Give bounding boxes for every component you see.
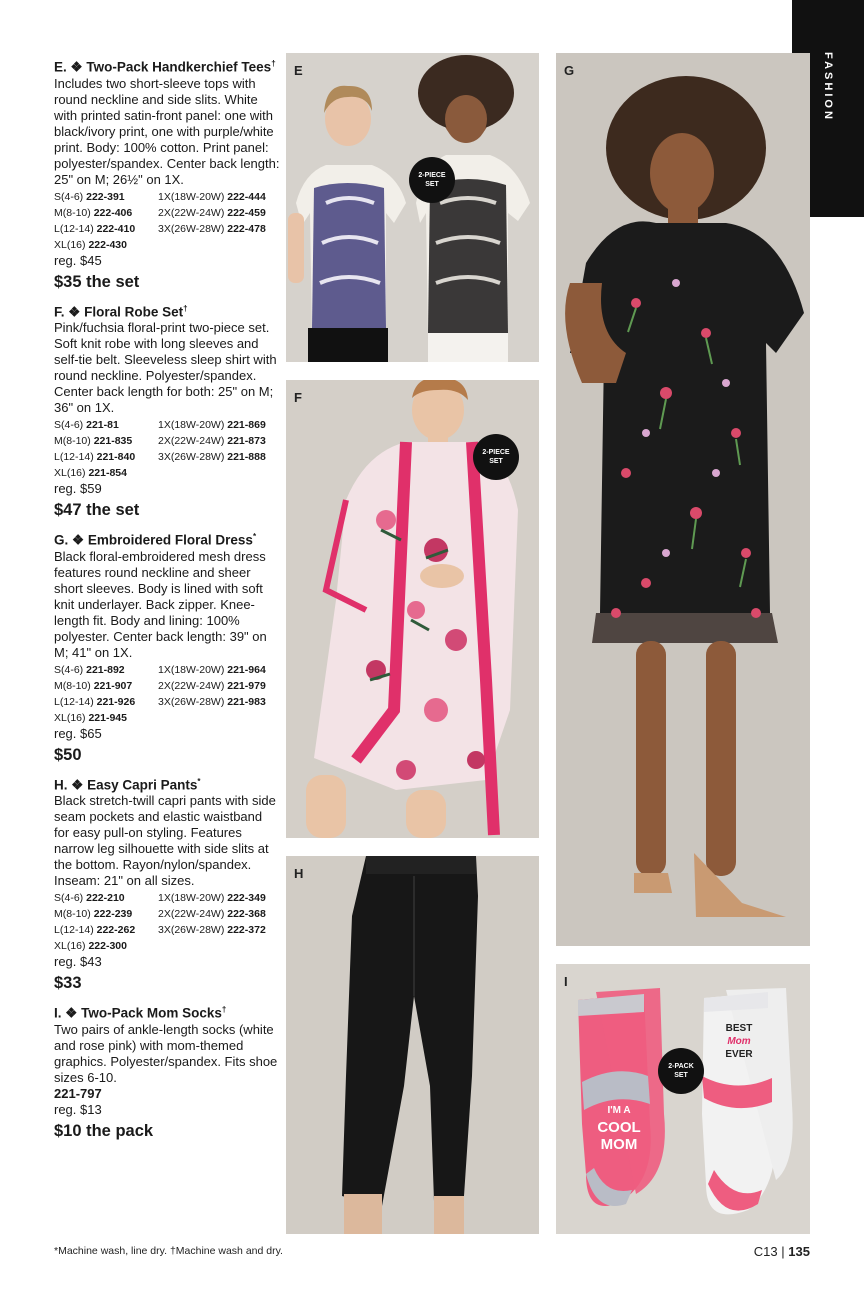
- photo-letter: H: [294, 866, 304, 881]
- photo-e-tees: [286, 53, 539, 362]
- size-list: [54, 189, 280, 253]
- photo-i-socks: [556, 964, 810, 1234]
- size-item: L(12-14) 222-262: [54, 924, 136, 936]
- regular-price: reg. $45: [54, 252, 102, 268]
- dress-illustration: [556, 53, 810, 946]
- product-description: Pink/fuchsia floral-print two-piece set. Soft knit robe with long sleeves and self-tie belt. Sleeveless sleep shirt with round neckline. Polyester/spandex. Center back length for both: 25" on M; 36" on 1X.: [54, 320, 277, 415]
- size-item: 1X(18W-20W) 221-964: [158, 663, 266, 676]
- photo-g-dress: [556, 53, 810, 946]
- item-number: 221-797: [54, 1085, 102, 1101]
- socks-illustration: [556, 964, 810, 1234]
- size-list: [54, 890, 280, 954]
- size-item: S(4-6) 221-81: [54, 419, 119, 431]
- product-e: [54, 56, 280, 293]
- photo-f-robe: [286, 380, 539, 838]
- size-item: M(8-10) 221-835: [54, 435, 133, 447]
- regular-price: reg. $59: [54, 481, 102, 496]
- section-tab-label: FASHION: [822, 52, 834, 122]
- size-list: [54, 662, 280, 726]
- photo-letter: F: [294, 390, 302, 405]
- product-description: Two pairs of ankle-length socks (white and rose pink) with mom-themed graphics. Polyester/spandex. Fits shoe sizes 6-10.: [54, 1021, 278, 1085]
- size-item: S(4-6) 222-210: [54, 892, 125, 904]
- size-item: M(8-10) 222-239: [54, 908, 133, 920]
- size-item: XL(16) 222-430: [54, 238, 127, 251]
- sale-price: $35 the set: [54, 272, 140, 291]
- size-list: [54, 417, 280, 481]
- sock-print-pink: I'M A COOL MOM: [597, 1105, 641, 1153]
- sock-print-white: BEST Mom EVER: [725, 1023, 753, 1060]
- care-footnote: *Machine wash, line dry. †Machine wash and dry.: [54, 1245, 283, 1257]
- size-item: XL(16) 221-854: [54, 467, 127, 479]
- photo-letter: I: [564, 974, 568, 989]
- product-title: H. ❖ Easy Capri Pants*: [54, 776, 201, 792]
- size-item: 1X(18W-20W) 221-869: [158, 419, 266, 431]
- page-num: 135: [788, 1244, 810, 1259]
- photo-h-pants: [286, 856, 539, 1234]
- product-h: [54, 774, 280, 995]
- photo-letter: E: [294, 63, 303, 78]
- size-item: S(4-6) 221-892: [54, 663, 125, 676]
- sale-price: $47 the set: [54, 501, 140, 519]
- sale-price: $33: [54, 974, 82, 992]
- regular-price: reg. $65: [54, 725, 102, 741]
- size-item: M(8-10) 222-406: [54, 206, 133, 219]
- product-descriptions: [54, 56, 280, 1150]
- size-item: 3X(26W-28W) 221-983: [158, 695, 266, 708]
- size-item: 3X(26W-28W) 221-888: [158, 451, 266, 463]
- product-i: [54, 1002, 280, 1142]
- photo-letter: G: [564, 63, 575, 78]
- section-code: C13: [753, 1244, 778, 1259]
- size-item: XL(16) 221-945: [54, 711, 127, 724]
- size-item: 2X(22W-24W) 222-459: [158, 206, 266, 219]
- size-item: 3X(26W-28W) 222-478: [158, 222, 266, 235]
- tees-illustration: [286, 53, 539, 362]
- size-item: S(4-6) 222-391: [54, 190, 125, 203]
- size-item: 3X(26W-28W) 222-372: [158, 924, 266, 936]
- product-title: I. ❖ Two-Pack Mom Socks†: [54, 1005, 227, 1021]
- two-pack-set-badge: 2-PACK SET: [658, 1048, 704, 1094]
- size-item: 2X(22W-24W) 221-873: [158, 435, 266, 447]
- product-f: [54, 301, 280, 522]
- pants-illustration: [286, 856, 539, 1234]
- regular-price: reg. $13: [54, 1101, 102, 1117]
- size-item: XL(16) 222-300: [54, 940, 127, 952]
- two-piece-set-badge: 2-PIECE SET: [409, 157, 455, 203]
- size-item: 2X(22W-24W) 222-368: [158, 908, 266, 920]
- product-title: F. ❖ Floral Robe Set†: [54, 303, 188, 319]
- size-item: L(12-14) 221-840: [54, 451, 136, 463]
- product-description: Includes two short-sleeve tops with round neckline and side slits. White with printed satin-front panel: one with black/ivory print, one with purple/white print. Body: 100% cotton. Print panel: polyester/spandex. Center back length: 25" on M; 26½" on 1X.: [54, 75, 280, 187]
- sale-price: $10 the pack: [54, 1121, 154, 1140]
- page-number: [754, 1244, 810, 1259]
- product-title: G. ❖ Embroidered Floral Dress*: [54, 532, 257, 548]
- product-description: Black stretch-twill capri pants with side seam pockets and elastic waistband for easy pull-on styling. Features narrow leg silhouette with side slits at the bottom. Rayon/nylon/spandex. Inseam: 21" on all sizes.: [54, 793, 276, 888]
- product-title: E. ❖ Two-Pack Handkerchief Tees†: [54, 59, 276, 75]
- size-item: 2X(22W-24W) 221-979: [158, 679, 266, 692]
- size-item: L(12-14) 222-410: [54, 222, 136, 235]
- product-description: Black floral-embroidered mesh dress features round neckline and sheer short sleeves. Body is lined with soft knit underlayer. Back zipper. Knee-length fit. Body and lining: 100% polyester. Center back length: 39" on M; 41" on 1X.: [54, 548, 267, 660]
- size-item: 1X(18W-20W) 222-349: [158, 892, 266, 904]
- separator: |: [781, 1244, 785, 1259]
- product-g: [54, 529, 280, 766]
- size-item: L(12-14) 221-926: [54, 695, 136, 708]
- size-item: M(8-10) 221-907: [54, 679, 133, 692]
- sale-price: $50: [54, 745, 82, 764]
- two-piece-set-badge: 2-PIECE SET: [473, 434, 519, 480]
- size-item: 1X(18W-20W) 222-444: [158, 190, 266, 203]
- regular-price: reg. $43: [54, 954, 102, 969]
